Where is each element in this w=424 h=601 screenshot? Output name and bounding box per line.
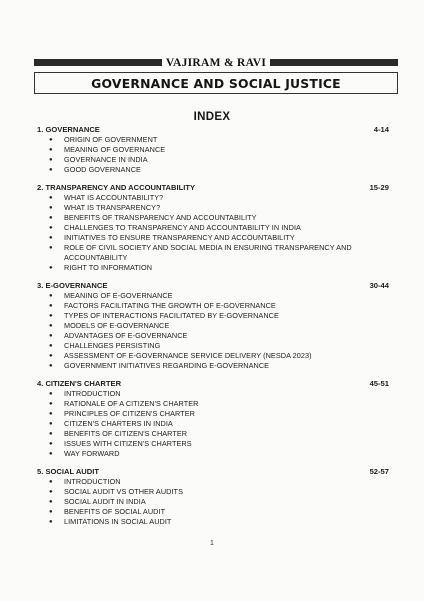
bullet-icon: ●: [49, 363, 53, 369]
toc-item: [37, 213, 389, 223]
banner-rule-right: [270, 59, 398, 66]
bullet-icon: ●: [49, 499, 53, 505]
toc-item-text: BENEFITS OF CITIZEN'S CHARTER: [64, 429, 188, 438]
bullet-icon: ●: [49, 451, 53, 457]
bullet-icon: ●: [49, 411, 53, 417]
bullet-icon: ●: [49, 205, 53, 211]
toc-item-text: WHAT IS ACCOUNTABILITY?: [64, 193, 164, 202]
index-heading: INDEX: [193, 111, 231, 123]
toc-item-list: [37, 193, 389, 273]
toc-item: [37, 165, 389, 175]
toc-item-text: INTRODUCTION: [64, 389, 121, 398]
toc-item: [37, 507, 389, 517]
toc-item-text: RIGHT TO INFORMATION: [64, 263, 153, 272]
toc-item-text: GOVERNANCE IN INDIA: [64, 155, 148, 164]
toc-item: [37, 409, 389, 419]
document-title-box: [34, 72, 398, 94]
toc-item: [37, 145, 389, 155]
bullet-icon: ●: [49, 489, 53, 495]
bullet-icon: ●: [49, 245, 53, 251]
toc-item: [37, 429, 389, 439]
toc-item: [37, 449, 389, 459]
toc-item-text: ORIGIN OF GOVERNMENT: [64, 135, 158, 144]
toc-item: [37, 321, 389, 331]
toc-item-text: INITIATIVES TO ENSURE TRANSPARENCY AND ACCOUNTABILITY: [64, 233, 295, 242]
toc-item-text: BENEFITS OF SOCIAL AUDIT: [64, 507, 166, 516]
document-title: GOVERNANCE AND SOCIAL JUSTICE: [91, 75, 341, 91]
bullet-icon: ●: [49, 137, 53, 143]
toc-item-text: CITIZEN'S CHARTERS IN INDIA: [64, 419, 173, 428]
bullet-icon: ●: [49, 195, 53, 201]
banner-rule-left: [34, 59, 162, 66]
section-title: 2. TRANSPARENCY AND ACCOUNTABILITY: [37, 183, 196, 192]
toc-item-text: ADVANTAGES OF E-GOVERNANCE: [64, 331, 188, 340]
toc-item: [37, 389, 389, 399]
bullet-icon: ●: [49, 519, 53, 525]
toc-item: [37, 517, 389, 527]
section-title: 4. CITIZEN'S CHARTER: [37, 379, 122, 388]
toc-item-text: MODELS OF E-GOVERNANCE: [64, 321, 170, 330]
section-page-range: 30-44: [369, 281, 389, 290]
brand-name: VAJIRAM & RAVI: [165, 56, 267, 69]
bullet-icon: ●: [49, 225, 53, 231]
toc-item: [37, 477, 389, 487]
toc-item-text: SOCIAL AUDIT VS OTHER AUDITS: [64, 487, 183, 496]
page-number: 1: [210, 540, 214, 547]
toc-item: [37, 351, 389, 361]
brand-banner: [34, 56, 398, 69]
toc-item-text: INTRODUCTION: [64, 477, 121, 486]
toc-item: [37, 233, 389, 243]
section-page-range: 52-57: [369, 467, 389, 476]
toc-item: [37, 399, 389, 409]
bullet-icon: ●: [49, 157, 53, 163]
section-page-range: 4-14: [373, 125, 389, 134]
toc-section-header: [37, 378, 389, 389]
bullet-icon: ●: [49, 215, 53, 221]
toc-item-text: PRINCIPLES OF CITIZEN'S CHARTER: [64, 409, 195, 418]
toc-item: [37, 301, 389, 311]
toc-item-text: FACTORS FACILITATING THE GROWTH OF E-GOVERNANCE: [64, 301, 276, 310]
toc-item: [37, 341, 389, 351]
bullet-icon: ●: [49, 235, 53, 241]
toc-item-text: LIMITATIONS IN SOCIAL AUDIT: [64, 517, 172, 526]
bullet-icon: ●: [49, 343, 53, 349]
section-title: 3. E-GOVERNANCE: [37, 281, 108, 290]
toc-section: [37, 182, 389, 273]
toc-item-text: ISSUES WITH CITIZEN'S CHARTERS: [64, 439, 192, 448]
toc-item-text: WHAT IS TRANSPARENCY?: [64, 203, 161, 212]
toc-item: [37, 419, 389, 429]
toc-item-list: [37, 291, 389, 371]
toc-item: [37, 497, 389, 507]
toc-item-list: [37, 477, 389, 527]
toc-item: [37, 263, 389, 273]
toc-item-list: [37, 135, 389, 175]
bullet-icon: ●: [49, 293, 53, 299]
toc-item-text: MEANING OF GOVERNANCE: [64, 145, 166, 154]
toc-item-text: WAY FORWARD: [64, 449, 120, 458]
bullet-icon: ●: [49, 441, 53, 447]
table-of-contents: [37, 124, 389, 534]
bullet-icon: ●: [49, 479, 53, 485]
toc-item-text: CHALLENGES PERSISTING: [64, 341, 161, 350]
toc-section-header: [37, 466, 389, 477]
toc-item: [37, 193, 389, 203]
bullet-icon: ●: [49, 509, 53, 515]
section-page-range: 45-51: [369, 379, 389, 388]
bullet-icon: ●: [49, 167, 53, 173]
section-page-range: 15-29: [369, 183, 389, 192]
toc-item-list: [37, 389, 389, 459]
bullet-icon: ●: [49, 147, 53, 153]
bullet-icon: ●: [49, 431, 53, 437]
toc-item: [37, 331, 389, 341]
toc-section: [37, 280, 389, 371]
toc-item-text: GOVERNMENT INITIATIVES REGARDING E-GOVERNANCE: [64, 361, 270, 370]
toc-item: [37, 487, 389, 497]
toc-item-text: BENEFITS OF TRANSPARENCY AND ACCOUNTABILITY: [64, 213, 257, 222]
toc-item: [37, 439, 389, 449]
toc-item-text: TYPES OF INTERACTIONS FACILITATED BY E-GOVERNANCE: [64, 311, 279, 320]
bullet-icon: ●: [49, 391, 53, 397]
toc-item: [37, 311, 389, 321]
toc-item: [37, 291, 389, 301]
toc-item: [37, 223, 389, 233]
bullet-icon: ●: [49, 303, 53, 309]
bullet-icon: ●: [49, 353, 53, 359]
bullet-icon: ●: [49, 265, 53, 271]
bullet-icon: ●: [49, 313, 53, 319]
toc-item-text: RATIONALE OF A CITIZEN'S CHARTER: [64, 399, 199, 408]
toc-item: [37, 155, 389, 165]
toc-item: [37, 135, 389, 145]
toc-item: [37, 243, 389, 263]
bullet-icon: ●: [49, 323, 53, 329]
toc-item-text: CHALLENGES TO TRANSPARENCY AND ACCOUNTABILITY IN INDIA: [64, 223, 301, 232]
toc-section-header: [37, 124, 389, 135]
toc-section: [37, 378, 389, 459]
toc-item: [37, 361, 389, 371]
toc-section-header: [37, 182, 389, 193]
toc-item-text: SOCIAL AUDIT IN INDIA: [64, 497, 146, 506]
bullet-icon: ●: [49, 333, 53, 339]
toc-item-text: MEANING OF E-GOVERNANCE: [64, 291, 173, 300]
toc-section: [37, 466, 389, 527]
bullet-icon: ●: [49, 421, 53, 427]
toc-item: [37, 203, 389, 213]
toc-item-text: GOOD GOVERNANCE: [64, 165, 141, 174]
bullet-icon: ●: [49, 401, 53, 407]
toc-item-text: ASSESSMENT OF E-GOVERNANCE SERVICE DELIVERY (NESDA 2023): [64, 351, 312, 360]
toc-section-header: [37, 280, 389, 291]
toc-section: [37, 124, 389, 175]
section-title: 1. GOVERNANCE: [37, 125, 100, 134]
toc-item-text: ROLE OF CIVIL SOCIETY AND SOCIAL MEDIA IN ENSURING TRANSPARENCY AND ACCOUNTABILITY: [64, 243, 352, 262]
section-title: 5. SOCIAL AUDIT: [37, 467, 100, 476]
